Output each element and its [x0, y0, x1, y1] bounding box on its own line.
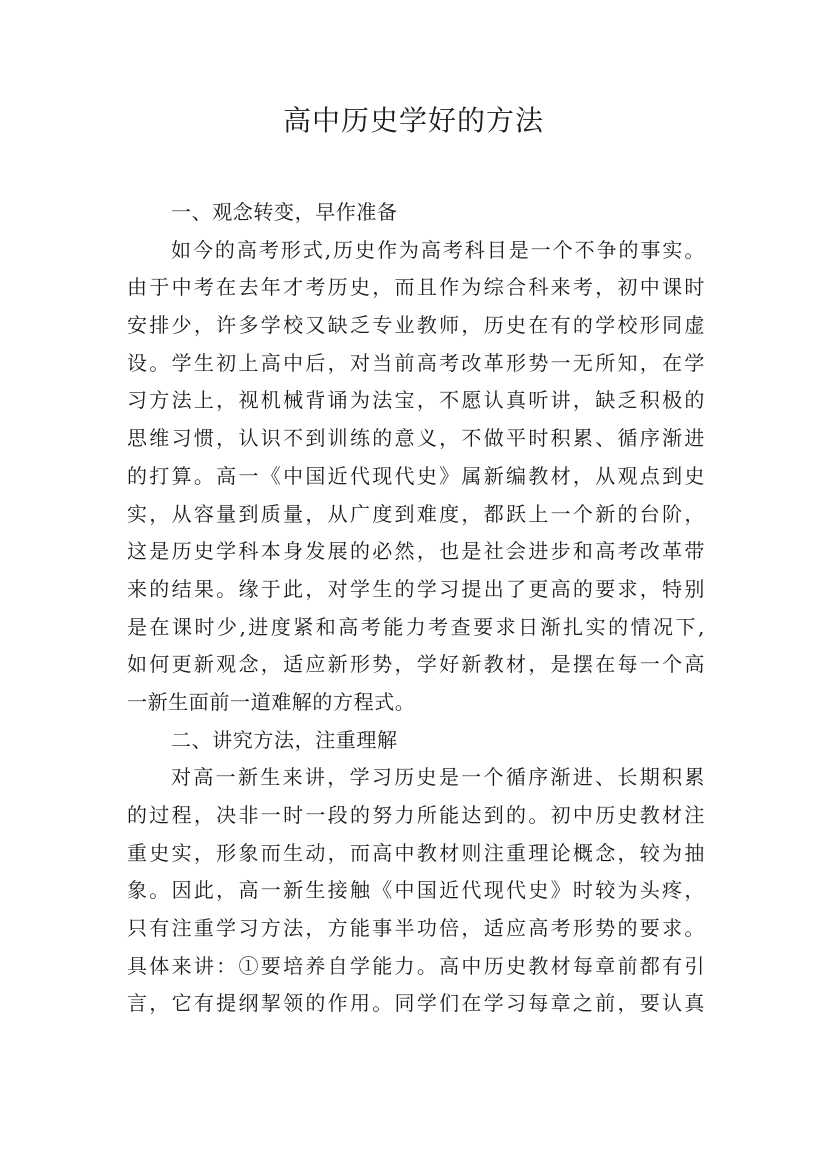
paragraph-line: 一新生面前一道难解的方程式。: [127, 689, 416, 714]
document-body: [127, 194, 705, 1023]
paragraph-line: 实，从容量到质量，从广度到难度，都跃上一个新的台阶，: [127, 501, 705, 526]
document-title: 高中历史学好的方法: [282, 104, 544, 137]
paragraph-line: 设。学生初上高中后，对当前高考改革形势一无所知，在学: [127, 350, 705, 375]
paragraph-line: 来的结果。缘于此，对学生的学习提出了更高的要求，特别: [127, 576, 705, 601]
paragraph-line: 习方法上，视机械背诵为法宝，不愿认真听讲，缺乏积极的: [127, 388, 705, 413]
paragraph-line: 如今的高考形式,历史作为高考科目是一个不争的事实。: [171, 237, 705, 262]
paragraph-line: 这是历史学科本身发展的必然，也是社会进步和高考改革带: [127, 539, 705, 564]
paragraph-line: 重史实，形象而生动，而高中教材则注重理论概念，较为抽: [127, 840, 705, 865]
paragraph-line: 是在课时少,进度紧和高考能力考查要求日渐扎实的情况下,: [127, 614, 705, 639]
paragraph-line: 如何更新观念，适应新形势，学好新教材，是摆在每一个高: [127, 652, 705, 677]
paragraph-line: 对高一新生来讲，学习历史是一个循序渐进、长期积累: [171, 765, 705, 790]
paragraph-line: 思维习惯，认识不到训练的意义，不做平时积累、循序渐进: [127, 426, 705, 451]
paragraph-line: 只有注重学习方法，方能事半功倍，适应高考形势的要求。: [127, 916, 705, 941]
paragraph-line: 的过程，决非一时一段的努力所能达到的。初中历史教材注: [127, 803, 705, 827]
paragraph-line: 言，它有提纲挈领的作用。同学们在学习每章之前，要认真: [127, 991, 705, 1016]
paragraph-line: 具体来讲：①要培养自学能力。高中历史教材每章前都有引: [127, 953, 705, 978]
paragraph-line: 象。因此，高一新生接触《中国近代现代史》时较为头疼，: [127, 878, 705, 903]
section-heading: 一、观念转变，早作准备: [171, 200, 398, 224]
section-heading: 二、讲究方法，注重理解: [171, 727, 398, 752]
paragraph-line: 安排少，许多学校又缺乏专业教师，历史在有的学校形同虚: [127, 313, 705, 338]
paragraph-line: 由于中考在去年才考历史，而且作为综合科来考，初中课时: [127, 275, 705, 300]
paragraph-line: 的打算。高一《中国近代现代史》属新编教材，从观点到史: [127, 463, 705, 488]
